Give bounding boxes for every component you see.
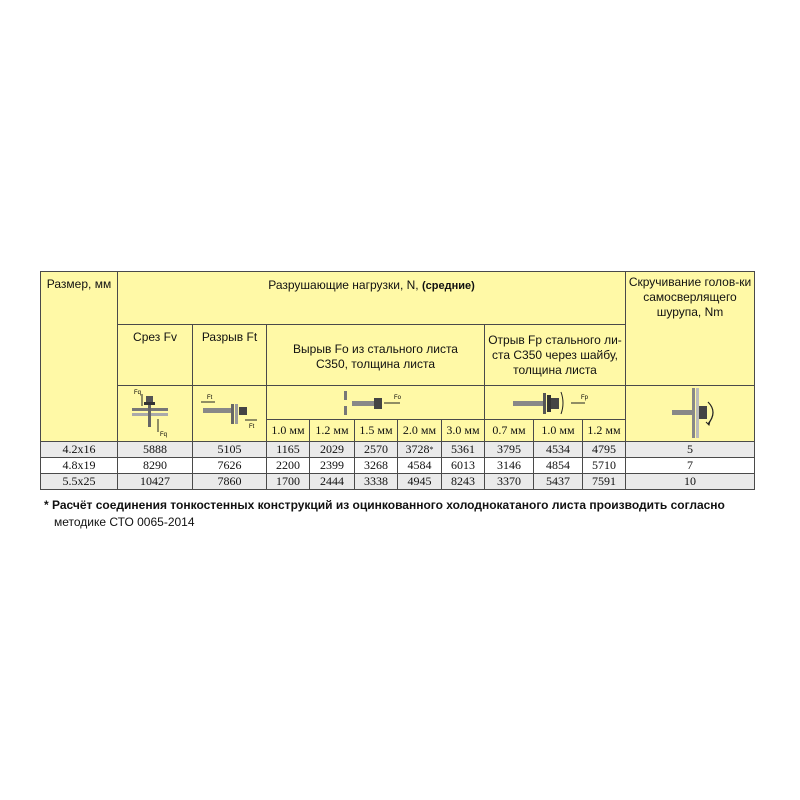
loads-header bbox=[118, 272, 626, 325]
twist-diagram bbox=[626, 386, 755, 442]
cell-twist: 7 bbox=[626, 458, 755, 474]
pullthrough-label: Отрыв Fp стального ли-ста С350 через шайбу, толщина листа bbox=[488, 332, 622, 377]
cell-tension: 5105 bbox=[193, 442, 267, 458]
cell-pullout: 2570 bbox=[355, 442, 398, 458]
cell-pullout: 3338 bbox=[355, 474, 398, 490]
cell-pullout: 1700 bbox=[267, 474, 310, 490]
pullthrough-force-label: Fp bbox=[581, 394, 589, 401]
pullout-diagram bbox=[267, 386, 485, 420]
cell-tension: 7626 bbox=[193, 458, 267, 474]
pullthrough-header bbox=[485, 325, 626, 386]
pullout-thickness-1: 1.0 мм bbox=[267, 420, 310, 442]
shear-header bbox=[118, 325, 193, 386]
table-row bbox=[41, 458, 755, 474]
cell-pullthrough: 3146 bbox=[485, 458, 534, 474]
footnote-mark: * bbox=[429, 445, 434, 454]
cell-pullout bbox=[398, 442, 442, 458]
tension-left-label: Ft bbox=[206, 395, 212, 401]
cell-pullthrough: 3795 bbox=[485, 442, 534, 458]
shear-bottom-label: Fq bbox=[160, 432, 168, 438]
cell-pullthrough: 7591 bbox=[583, 474, 626, 490]
cell-pullout: 2444 bbox=[310, 474, 355, 490]
footnote-line-1: * Расчёт соединения тонкостенных конструкций из оцинкованного холоднокатаного листа производить согласно bbox=[44, 498, 725, 512]
pullthrough-thickness-3: 1.2 мм bbox=[583, 420, 626, 442]
cell-pullout: 2200 bbox=[267, 458, 310, 474]
twist-header bbox=[626, 272, 755, 386]
cell-pullout: 8243 bbox=[442, 474, 485, 490]
cell-shear: 8290 bbox=[118, 458, 193, 474]
cell-twist: 5 bbox=[626, 442, 755, 458]
shear-top-label: Fq bbox=[134, 390, 142, 396]
shear-diagram bbox=[118, 386, 193, 442]
table-row bbox=[41, 442, 755, 458]
pullout-label: Вырыв Fo из стального листа С350, толщина листа bbox=[293, 342, 458, 371]
cell-pullout: 4584 bbox=[398, 458, 442, 474]
size-label: Размер, мм bbox=[46, 277, 112, 291]
loads-label: Разрушающие нагрузки, N, bbox=[268, 278, 419, 292]
cell-pullout: 1165 bbox=[267, 442, 310, 458]
pullout-thickness-4: 2.0 мм bbox=[398, 420, 442, 442]
table-row bbox=[41, 474, 755, 490]
tension-right-label: Ft bbox=[248, 424, 254, 430]
load-table bbox=[40, 271, 755, 490]
cell-pullthrough: 5710 bbox=[583, 458, 626, 474]
tension-header bbox=[193, 325, 267, 386]
footnote bbox=[44, 497, 725, 531]
cell-pullthrough: 4854 bbox=[534, 458, 583, 474]
cell-pullthrough: 5437 bbox=[534, 474, 583, 490]
footnote-line-2: методике СТО 0065-2014 bbox=[54, 515, 195, 529]
row-size: 4.2x16 bbox=[41, 442, 118, 458]
cell-shear: 5888 bbox=[118, 442, 193, 458]
tension-diagram bbox=[193, 386, 267, 442]
pullout-header bbox=[267, 325, 485, 386]
pullthrough-thickness-1: 0.7 мм bbox=[485, 420, 534, 442]
loads-note: (средние) bbox=[421, 280, 475, 292]
cell-twist: 10 bbox=[626, 474, 755, 490]
cell-tension: 7860 bbox=[193, 474, 267, 490]
cell-pullthrough: 4795 bbox=[583, 442, 626, 458]
pullout-thickness-2: 1.2 мм bbox=[310, 420, 355, 442]
cell-shear: 10427 bbox=[118, 474, 193, 490]
pullout-thickness-3: 1.5 мм bbox=[355, 420, 398, 442]
shear-label: Срез Fv bbox=[133, 330, 177, 344]
cell-pullout: 3268 bbox=[355, 458, 398, 474]
pullout-thickness-5: 3.0 мм bbox=[442, 420, 485, 442]
row-size: 5.5x25 bbox=[41, 474, 118, 490]
twist-label: Скручивание голов-ки самосверлящего шурупа, Nm bbox=[628, 275, 752, 319]
tension-label: Разрыв Ft bbox=[201, 330, 258, 344]
col-size-header bbox=[41, 272, 118, 442]
cell-pullout: 5361 bbox=[442, 442, 485, 458]
cell-pullout-value: 3728 bbox=[405, 442, 430, 456]
cell-pullthrough: 4534 bbox=[534, 442, 583, 458]
cell-pullout: 2399 bbox=[310, 458, 355, 474]
cell-pullout: 4945 bbox=[398, 474, 442, 490]
cell-pullout: 2029 bbox=[310, 442, 355, 458]
row-size: 4.8x19 bbox=[41, 458, 118, 474]
pullthrough-thickness-2: 1.0 мм bbox=[534, 420, 583, 442]
pullout-force-label: Fo bbox=[393, 394, 401, 401]
pullthrough-diagram bbox=[485, 386, 626, 420]
cell-pullout: 6013 bbox=[442, 458, 485, 474]
cell-pullthrough: 3370 bbox=[485, 474, 534, 490]
